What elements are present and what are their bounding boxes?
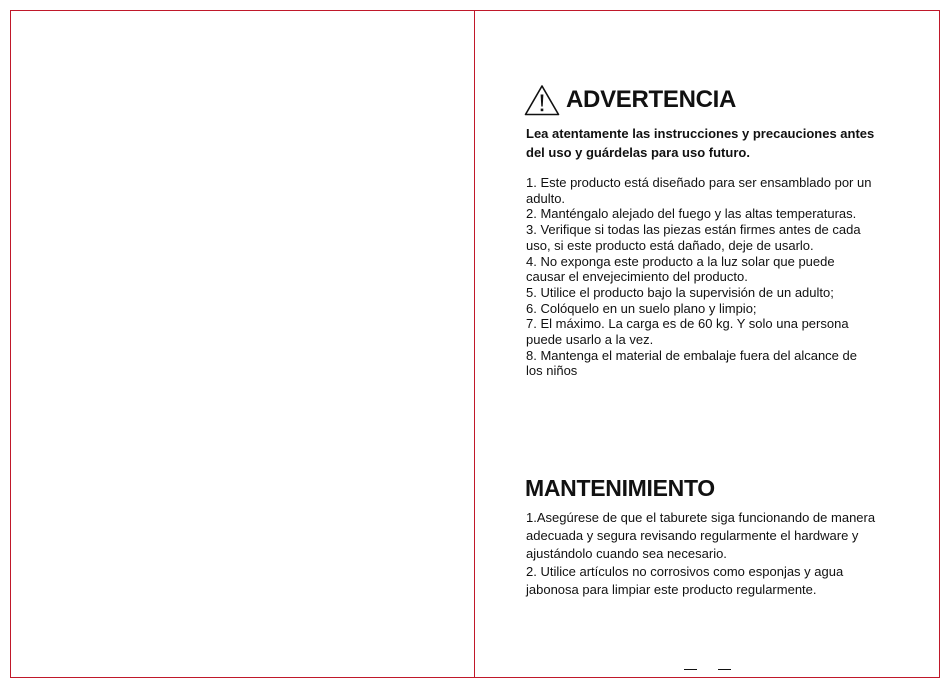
warning-list-line: 8. Mantenga el material de embalaje fuera del alcance de [526, 347, 857, 363]
warning-list-line: 7. El máximo. La carga es de 60 kg. Y solo una persona [526, 316, 849, 332]
right-page [474, 10, 940, 678]
warning-intro [526, 124, 898, 162]
page-number-dash-left [684, 669, 697, 670]
warning-list-line: uso, si este producto está dañado, deje de usarlo. [526, 237, 814, 253]
maintenance-title: MANTENIMIENTO [525, 475, 715, 501]
warning-intro-line: Lea atentamente las instrucciones y precauciones antes [526, 126, 875, 141]
warning-list-line: 2. Manténgalo alejado del fuego y las altas temperaturas. [526, 206, 857, 222]
warning-list-line: 4. No exponga este producto a la luz solar que puede [526, 253, 835, 269]
warning-title: ADVERTENCIA [566, 86, 737, 113]
warning-list-line: 6. Colóquelo en un suelo plano y limpio; [526, 300, 757, 316]
page-number-dash-right [718, 669, 731, 670]
warning-heading [524, 83, 736, 117]
warning-list-line: causar el envejecimiento del producto. [526, 269, 748, 285]
warning-list-line: adulto. [526, 190, 566, 206]
maintenance-list [526, 509, 906, 599]
maintenance-list-line: 2. Utilice artículos no corrosivos como esponjas y agua [526, 564, 844, 579]
maintenance-list-line: adecuada y segura revisando regularmente el hardware y [526, 528, 859, 543]
maintenance-list-line: jabonosa para limpiar este producto regularmente. [526, 582, 817, 597]
warning-list [526, 175, 906, 379]
maintenance-list-line: ajustándolo cuando sea necesario. [526, 546, 727, 561]
warning-triangle-icon [524, 84, 560, 116]
warning-intro-line: del uso y guárdelas para uso futuro. [526, 145, 750, 160]
warning-list-line: 5. Utilice el producto bajo la supervisión de un adulto; [526, 284, 834, 300]
maintenance-list-line: 1.Asegúrese de que el taburete siga funcionando de manera [526, 510, 876, 525]
left-page [10, 10, 475, 678]
warning-list-line: los niños [526, 363, 578, 379]
warning-list-line: puede usarlo a la vez. [526, 332, 654, 348]
warning-list-line: 3. Verifique si todas las piezas están firmes antes de cada [526, 222, 861, 238]
warning-list-line: 1. Este producto está diseñado para ser ensamblado por un [526, 175, 872, 190]
